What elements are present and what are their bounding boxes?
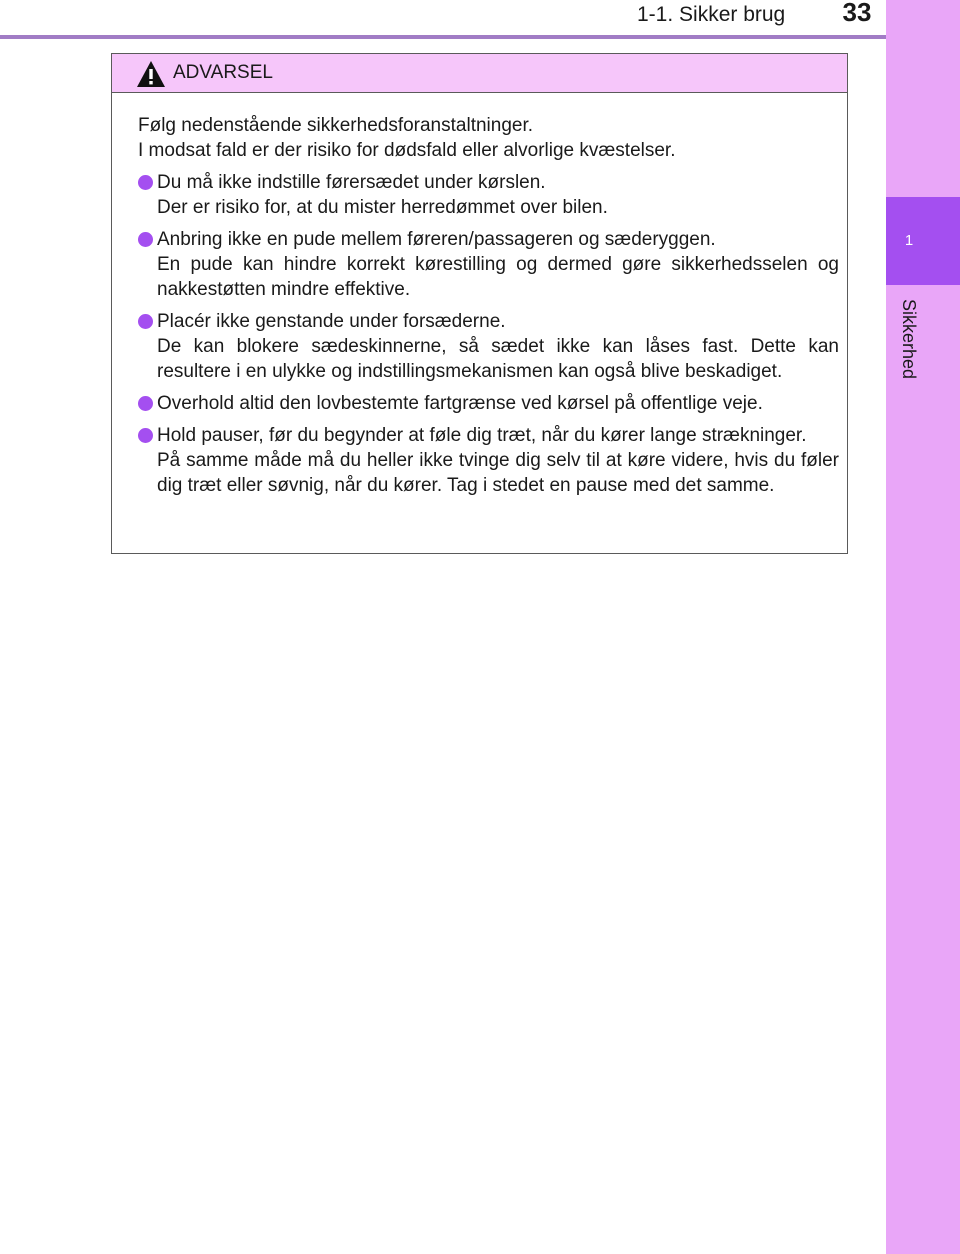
chapter-name: Sikkerhed (899, 299, 919, 380)
warning-item-line: Overhold altid den lovbestemte fartgrænse ved kørsel på offentlige veje. (157, 393, 763, 414)
warning-item-line: Anbring ikke en pude mellem føreren/passageren og sæderyggen. (157, 229, 716, 250)
section-title: 1-1. Sikker brug (637, 3, 786, 26)
intro-line: Følg nedenstående sikkerhedsforanstaltninger. (138, 115, 534, 136)
chapter-side-strip (886, 0, 960, 1254)
warning-item-line: Placér ikke genstande under forsæderne. (157, 311, 506, 332)
bullet-icon (138, 428, 153, 443)
warning-item-line: Der er risiko for, at du mister herredømmet over bilen. (157, 197, 608, 218)
warning-item-line: På samme måde må du heller ikke tvinge dig selv til at køre videre, hvis du føler dig træt eller søvnig, når du kører. Tag i stedet en pause med det samme. (157, 450, 839, 496)
page-number: 33 (842, 0, 872, 27)
bullet-icon (138, 232, 153, 247)
header-rule (0, 35, 886, 39)
warning-item (138, 391, 839, 416)
intro-line: I modsat fald er der risiko for dødsfald eller alvorlige kvæstelser. (138, 140, 676, 161)
warning-header (112, 54, 847, 93)
warning-item-line: Du må ikke indstille førersædet under kørslen. (157, 172, 546, 193)
warning-item-line: Hold pauser, før du begynder at føle dig træt, når du kører lange strækninger. (157, 425, 807, 446)
warning-triangle-icon (136, 60, 166, 88)
warning-title: ADVARSEL (173, 62, 273, 83)
warning-intro (138, 113, 839, 163)
warning-item (138, 227, 839, 302)
warning-item-line: De kan blokere sædeskinnerne, så sædet ikke kan låses fast. Dette kan resultere i en ulykke og indstillingsmekanismen kan også blive beskadiget. (157, 336, 839, 382)
warning-item-line: En pude kan hindre korrekt kørestilling og dermed gøre sikkerhedsselen og nakkestøtten mindre effektive. (157, 254, 839, 300)
bullet-icon (138, 314, 153, 329)
bullet-icon (138, 175, 153, 190)
chapter-number: 1 (904, 232, 914, 249)
warning-box (111, 53, 848, 554)
warning-item (138, 309, 839, 384)
warning-body (138, 113, 839, 498)
bullet-icon (138, 396, 153, 411)
warning-item (138, 423, 839, 498)
warning-item (138, 170, 839, 220)
